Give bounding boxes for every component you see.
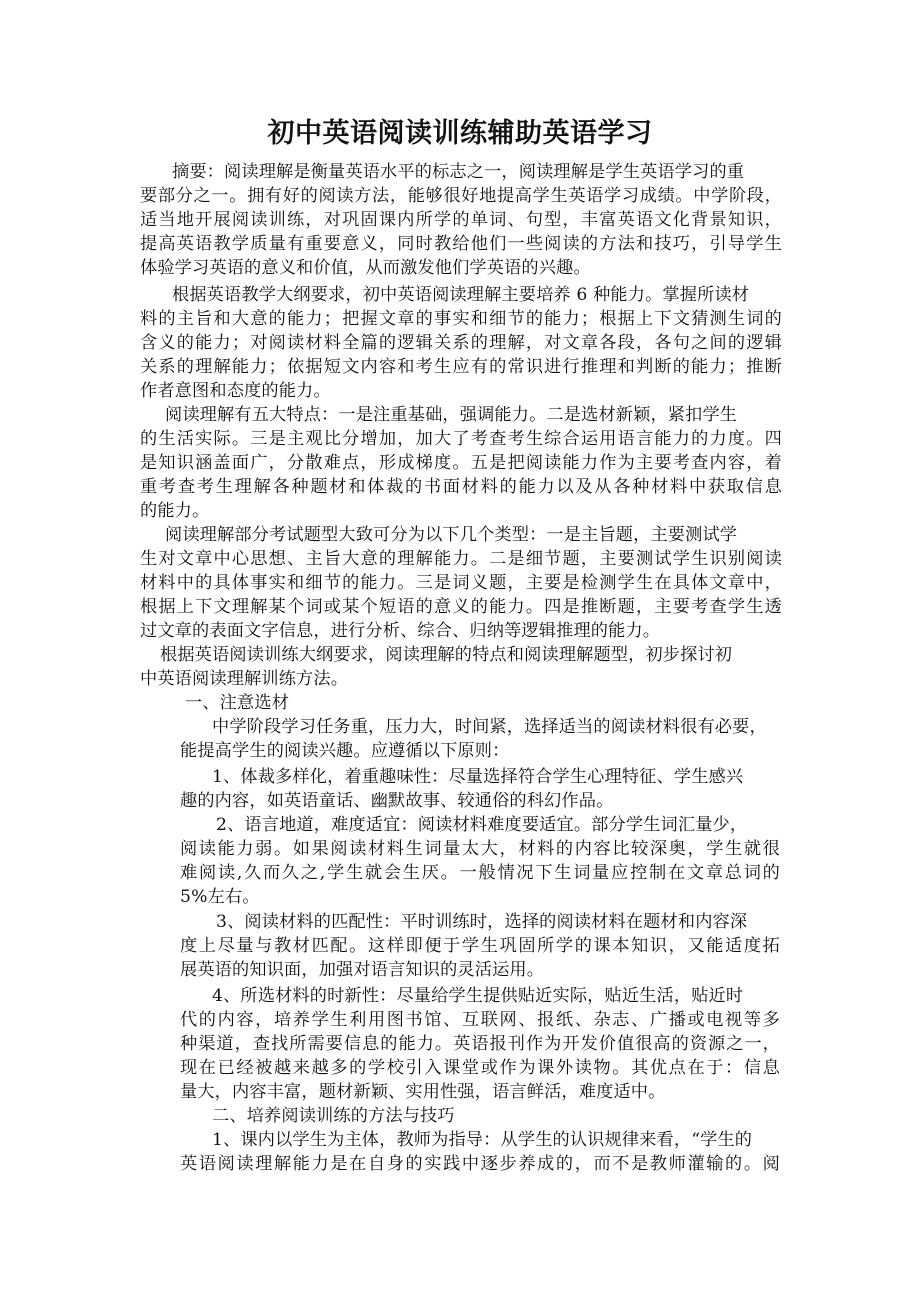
document-title: 初中英语阅读训练辅助英语学习 xyxy=(267,118,653,149)
text-line: 种渠道，查找所需要信息的能力。英语报刊作为开发价值很高的资源之一， xyxy=(180,1034,780,1054)
text-line: 1、体裁多样化，着重趣味性：尽量选择符合学生心理特征、学生感兴 xyxy=(212,767,744,787)
text-line: 是知识涵盖面广，分散难点，形成梯度。五是把阅读能力作为主要考查内容，着 xyxy=(140,453,782,473)
section-heading: 一、注意选材 xyxy=(185,693,290,713)
text-line: 料的主旨和大意的能力；把握文章的事实和细节的能力；根据上下文猜测生词的 xyxy=(140,309,782,329)
text-line: 体验学习英语的意义和价值，从而激发他们学英语的兴趣。 xyxy=(140,258,591,278)
text-line: 现在已经被越来越多的学校引入课堂或作为课外读物。其优点在于：信息 xyxy=(180,1058,780,1078)
text-line: 材料中的具体事实和细节的能力。三是词义题，主要是检测学生在具体文章中， xyxy=(140,573,782,593)
text-line: 根据上下文理解某个词或某个短语的意义的能力。四是推断题，主要考查学生透 xyxy=(140,597,782,617)
text-line: 提高英语教学质量有重要意义，同时教给他们一些阅读的方法和技巧，引导学生 xyxy=(140,234,782,254)
text-line: 英语阅读理解能力是在自身的实践中逐步养成的，而不是教师灌输的。阅 xyxy=(180,1154,780,1174)
text-line: 度上尽量与教材匹配。这样即便于学生巩固所学的课本知识，又能适度拓 xyxy=(180,936,780,956)
text-line: 的能力。 xyxy=(140,501,210,521)
text-line: 趣的内容，如英语童话、幽默故事、较通俗的科幻作品。 xyxy=(180,791,614,811)
text-line: 2、语言地道，难度适宜：阅读材料难度要适宜。部分学生词汇量少， xyxy=(216,815,748,835)
text-line: 生对文章中心思想、主旨大意的理解能力。二是细节题，主要测试学生识别阅读 xyxy=(140,549,782,569)
text-line: 4、所选材料的时新性：尽量给学生提供贴近实际，贴近生活，贴近时 xyxy=(212,986,744,1006)
text-line: 根据英语教学大纲要求，初中英语阅读理解主要培养 6 种能力。掌握所读材 xyxy=(172,285,750,305)
text-line: 代的内容，培养学生利用图书馆、互联网、报纸、杂志、广播或电视等多 xyxy=(180,1010,780,1030)
text-line: 1、课内以学生为主体，教师为指导：从学生的认识规律来看，“学生的 xyxy=(212,1130,753,1150)
text-line: 展英语的知识面，加强对语言知识的灵活运用。 xyxy=(180,960,545,980)
text-line: 根据英语阅读训练大纲要求，阅读理解的特点和阅读理解题型，初步探讨初 xyxy=(160,645,733,665)
text-line: 过文章的表面文字信息，进行分析、综合、归纳等逻辑推理的能力。 xyxy=(140,621,661,641)
text-line: 难阅读,久而久之,学生就会生厌。一般情况下生词量应控制在文章总词的 xyxy=(180,863,780,883)
text-line: 阅读理解有五大特点：一是注重基础，强调能力。二是选材新颖，紧扣学生 xyxy=(165,405,738,425)
text-line: 适当地开展阅读训练，对巩固课内所学的单词、句型，丰富英语文化背景知识， xyxy=(140,210,782,230)
text-line: 5%左右。 xyxy=(180,887,260,907)
text-line: 3、阅读材料的匹配性：平时训练时，选择的阅读材料在题材和内容深 xyxy=(216,912,748,932)
text-line: 作者意图和态度的能力。 xyxy=(140,381,331,401)
text-line: 重考查考生理解各种题材和体裁的书面材料的能力以及从各种材料中获取信息 xyxy=(140,477,782,497)
text-line: 要部分之一。拥有好的阅读方法，能够很好地提高学生英语学习成绩。中学阶段， xyxy=(140,186,782,206)
text-line: 摘要：阅读理解是衡量英语水平的标志之一，阅读理解是学生英语学习的重 xyxy=(172,162,745,182)
text-line: 关系的理解能力；依据短文内容和考生应有的常识进行推理和判断的能力；推断 xyxy=(140,357,782,377)
text-line: 的生活实际。三是主观比分增加，加大了考查考生综合运用语言能力的力度。四 xyxy=(140,429,782,449)
text-line: 中英语阅读理解训练方法。 xyxy=(140,669,349,689)
text-line: 含义的能力；对阅读材料全篇的逻辑关系的理解，对文章各段，各句之间的逻辑 xyxy=(140,333,782,353)
text-line: 阅读能力弱。如果阅读材料生词量太大，材料的内容比较深奥，学生就很 xyxy=(180,839,780,859)
text-line: 中学阶段学习任务重，压力大，时间紧，选择适当的阅读材料很有必要， xyxy=(212,717,767,737)
section-heading: 二、培养阅读训练的方法与技巧 xyxy=(212,1106,455,1126)
text-line: 量大，内容丰富，题材新颖、实用性强，语言鲜活，难度适中。 xyxy=(180,1082,666,1102)
text-line: 阅读理解部分考试题型大致可分为以下几个类型：一是主旨题，主要测试学 xyxy=(165,525,738,545)
text-line: 能提高学生的阅读兴趣。应遵循以下原则： xyxy=(180,741,510,761)
